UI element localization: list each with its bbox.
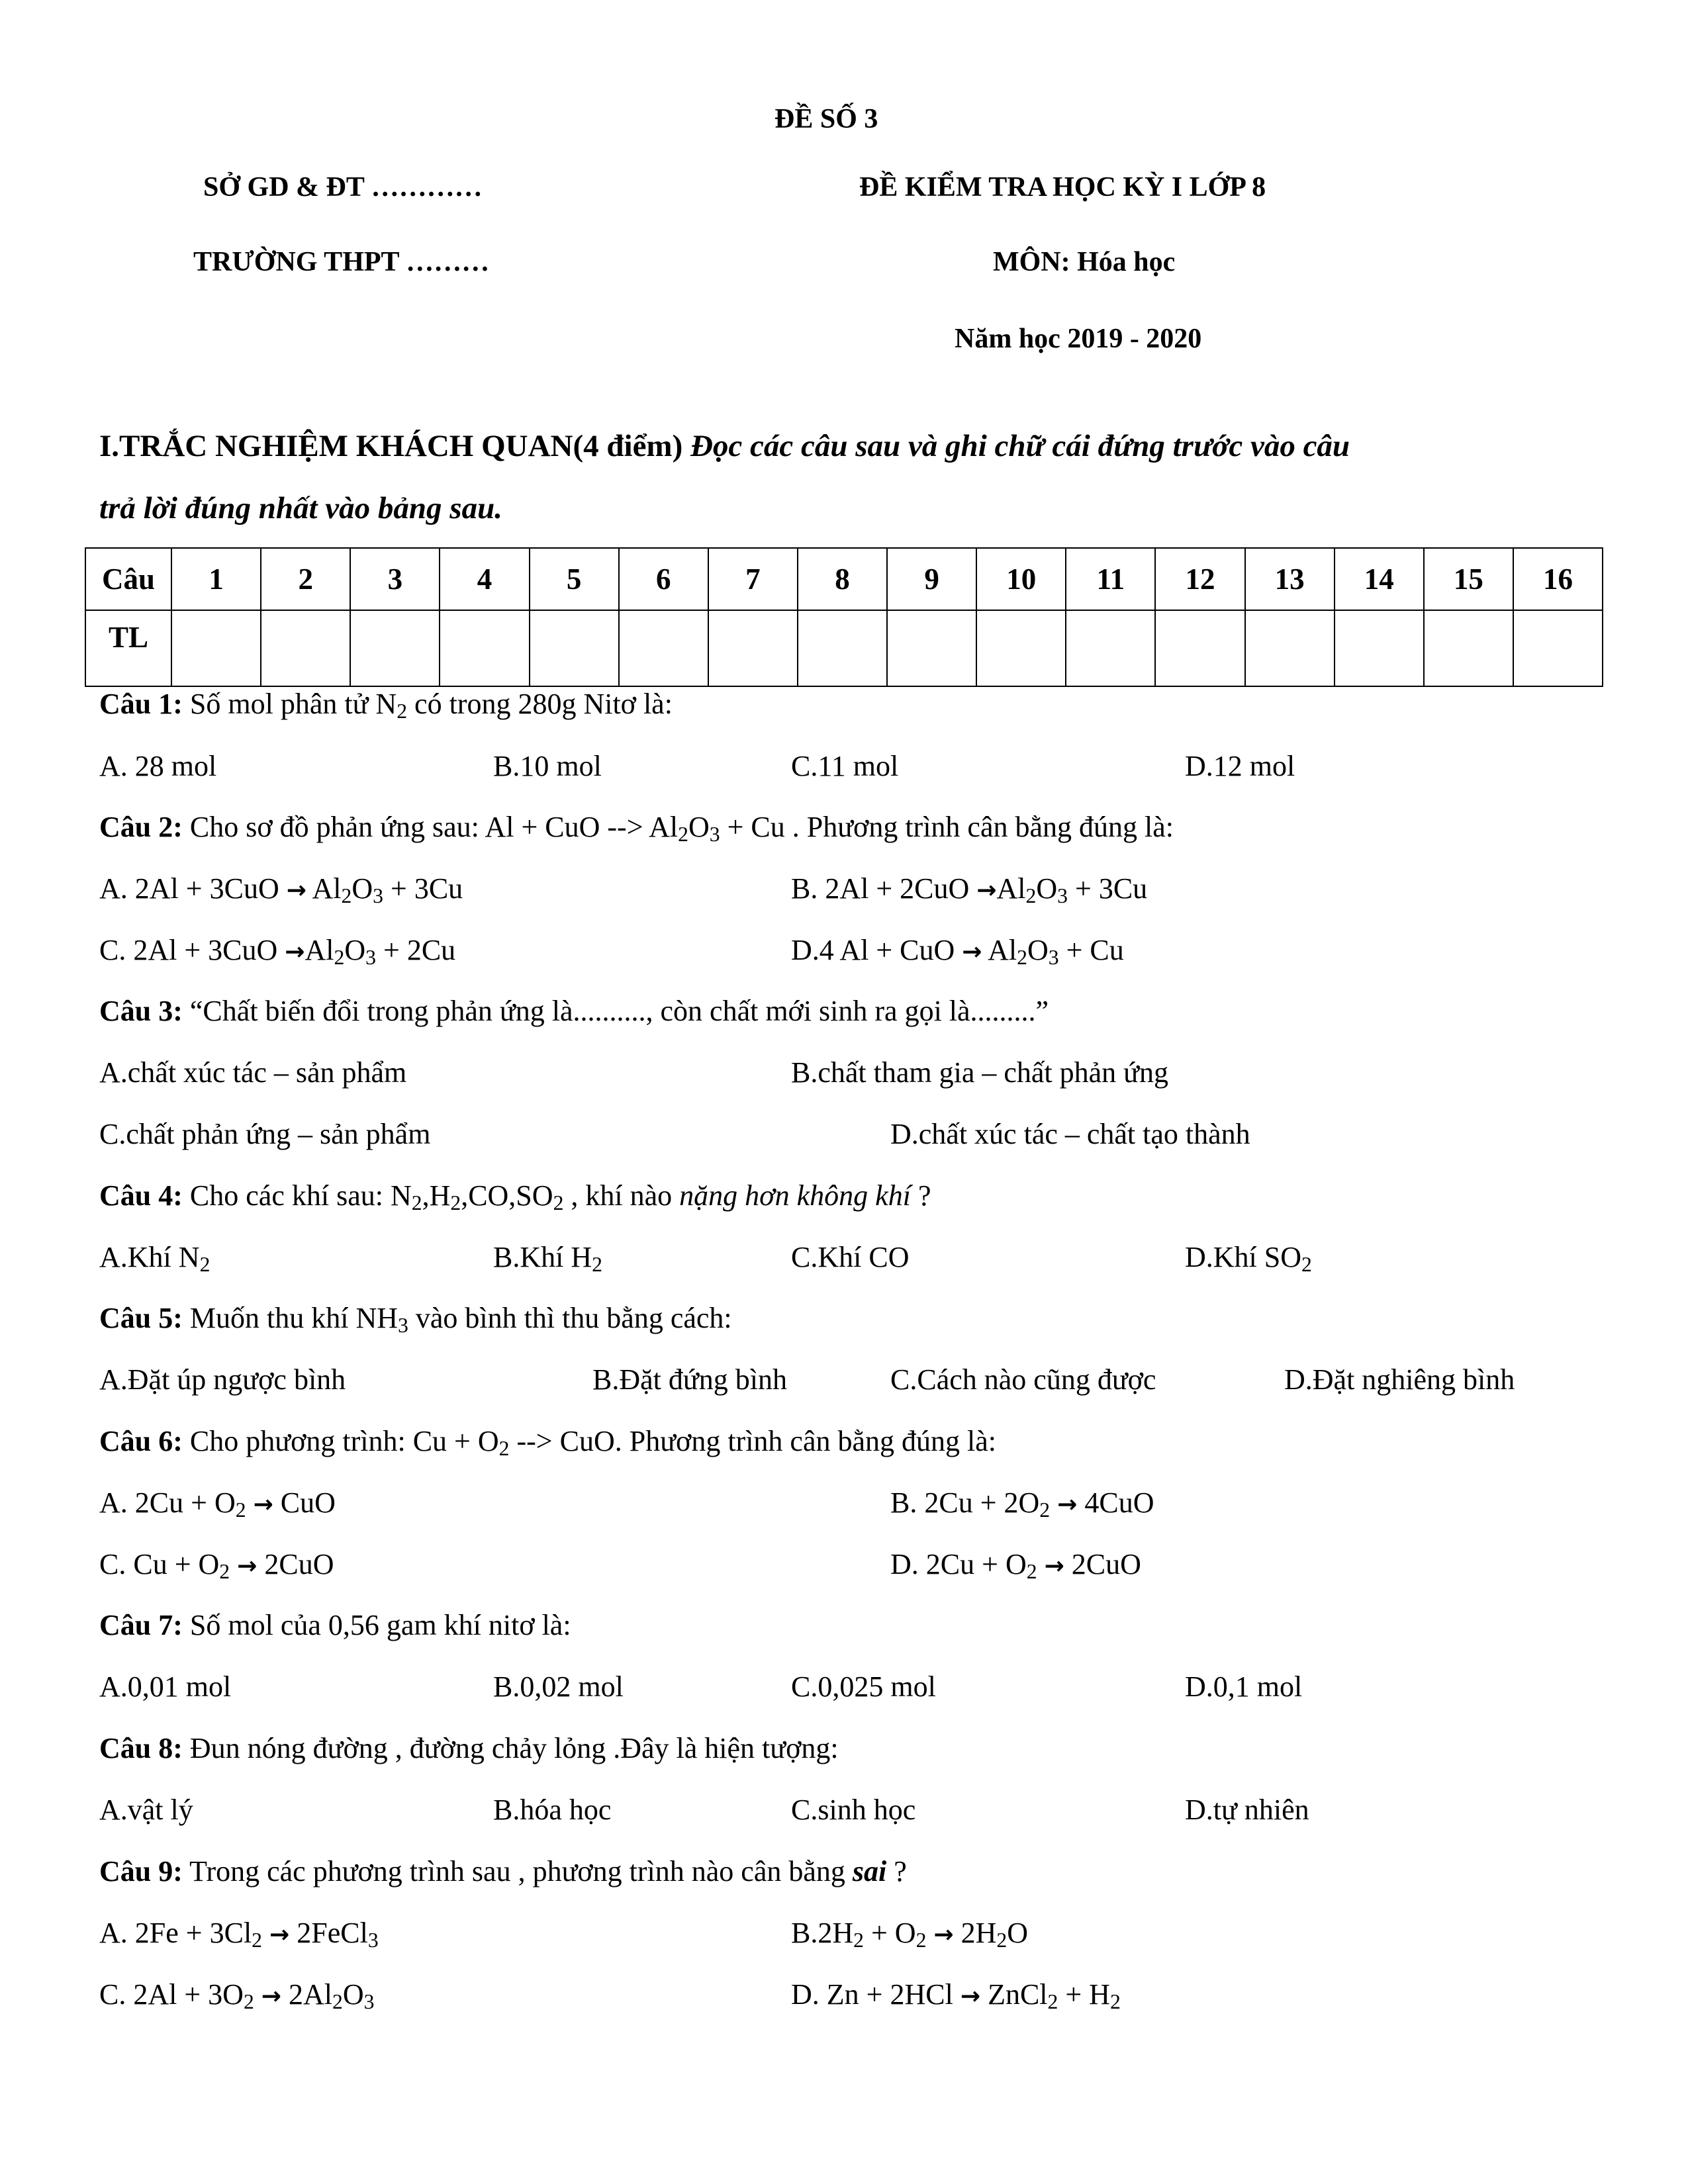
question-9-text-before: Trong các phương trình sau , phương trình nào cân bằng [189,1855,853,1888]
question-6-label: Câu 6: [99,1425,183,1457]
answer-table-col-3: 3 [350,548,440,610]
question-9-text-after: ? [886,1855,907,1888]
q7-option-b: B.0,02 mol [493,1670,624,1703]
q6-option-d: D. $2Cu + O_2 \to 2CuO$ [890,1548,1141,1583]
q3-option-c: C.chất phản ứng – sản phẩm [99,1118,431,1150]
question-4-label: Câu 4: [99,1179,183,1212]
q8-option-d: D.tự nhiên [1185,1794,1309,1826]
answer-table-row1-label: Câu [85,548,171,610]
q2-option-c: C. $2Al + 3CuO \to Al_2O_3 + 2Cu$ [99,934,456,969]
question-9 [99,1853,907,1890]
q9-option-a: A. $2Fe + 3Cl_2$ → 2FeCl$_3$ [99,1917,379,1952]
q6-option-a: A. $2Cu + O_2$ → CuO [99,1486,336,1522]
question-8-label: Câu 8: [99,1732,183,1764]
question-6-text: Cho phương trình: $Cu + O_2$ --> CuO. Phương trình cân bằng đúng là: [189,1425,996,1460]
answer-table-answer-row [85,610,1603,686]
answer-cell[interactable] [261,610,350,686]
answer-table-col-15: 15 [1424,548,1513,610]
question-9-label: Câu 9: [99,1855,183,1888]
q6-option-c: C. $Cu + O_2 \to 2CuO$ [99,1548,334,1583]
answer-table-col-12: 12 [1155,548,1244,610]
q4-option-c: C.Khí CO [791,1241,910,1273]
q3-option-b: B.chất tham gia – chất phản ứng [791,1056,1169,1089]
answer-cell[interactable] [1335,610,1424,686]
q3-option-a: A.chất xúc tác – sản phẩm [99,1056,407,1089]
question-4-text-after: ? [910,1179,931,1212]
answer-cell[interactable] [976,610,1066,686]
q2-option-a: A. $2Al + 3CuO \to Al_2O_3 + 3Cu$ [99,872,463,907]
answer-table-col-1: 1 [171,548,261,610]
answer-table-row2-label: TL [85,610,171,686]
question-6 [99,1423,996,1460]
answer-cell[interactable] [171,610,261,686]
answer-table-col-11: 11 [1066,548,1155,610]
q7-option-d: D.0,1 mol [1185,1670,1303,1703]
answer-table-header-row [85,548,1603,610]
answer-table-col-16: 16 [1513,548,1603,610]
answer-table-col-2: 2 [261,548,350,610]
question-5 [99,1300,732,1337]
question-4-text-before: Cho các khí sau: $N_2,H_2,CO,SO_2$ , khí nào [189,1179,680,1214]
section-instruction [99,428,1350,465]
q7-option-c: C.0,025 mol [791,1670,936,1703]
answer-cell[interactable] [798,610,887,686]
q5-option-c: C.Cách nào cũng được [890,1363,1156,1396]
answer-table-col-7: 7 [708,548,798,610]
q7-option-a: A.0,01 mol [99,1670,232,1703]
answer-table-col-8: 8 [798,548,887,610]
q5-option-a: A.Đặt úp ngược bình [99,1363,346,1396]
section-title: I.TRẮC NGHIỆM KHÁCH QUAN(4 điểm) [99,429,683,463]
answer-table-col-6: 6 [619,548,708,610]
q2-option-b: B. $2Al + 2CuO \to Al_2O_3 + 3Cu$ [791,872,1148,907]
question-8-text: Đun nóng đường , đường chảy lỏng .Đây là hiện tượng: [189,1732,839,1764]
question-3-text: “Chất biến đổi trong phản ứng là.........., còn chất mới sinh ra gọi là.........” [189,995,1049,1027]
section-instruction-line1: Đọc các câu sau và ghi chữ cái đứng trước vào câu [690,429,1350,463]
question-1 [99,686,673,723]
q1-option-b: B.10 mol [493,750,602,782]
question-3-label: Câu 3: [99,995,183,1027]
question-4-text-emph: nặng hơn không khí [679,1179,911,1212]
q6-option-b: B. $2Cu + 2O_2 \to 4CuO$ [890,1486,1154,1522]
question-7 [99,1607,571,1644]
answer-cell[interactable] [1066,610,1155,686]
answer-table-col-4: 4 [440,548,529,610]
q8-option-b: B.hóa học [493,1794,612,1826]
answer-cell[interactable] [1245,610,1335,686]
answer-cell[interactable] [440,610,529,686]
q5-option-b: B.Đặt đứng bình [592,1363,787,1396]
answer-table-col-5: 5 [530,548,619,610]
answer-table-col-14: 14 [1335,548,1424,610]
question-5-label: Câu 5: [99,1302,183,1334]
answer-cell[interactable] [619,610,708,686]
exam-title: ĐỀ KIỂM TRA HỌC KỲ I LỚP 8 [859,172,1266,203]
answer-cell[interactable] [708,610,798,686]
question-1-label: Câu 1: [99,688,183,720]
question-9-text-emph: sai [852,1855,887,1888]
question-2-text: Cho sơ đồ phản ứng sau: Al + CuO --> $Al_2O_3 + Cu$ . Phương trình cân bằng đúng là: [189,811,1174,846]
q5-option-d: D.Đặt nghiêng bình [1284,1363,1515,1396]
answer-cell[interactable] [1513,610,1603,686]
answer-cell[interactable] [530,610,619,686]
q8-option-c: C.sinh học [791,1794,916,1826]
question-7-label: Câu 7: [99,1609,183,1641]
question-3 [99,993,1049,1030]
q1-option-a: A. 28 mol [99,750,217,782]
question-8 [99,1730,839,1767]
question-4 [99,1177,931,1214]
answer-table-col-10: 10 [976,548,1066,610]
answer-cell[interactable] [350,610,440,686]
section-instruction-line2: trả lời đúng nhất vào bảng sau. [99,491,502,525]
school-year: Năm học 2019 - 2020 [955,324,1202,354]
q9-option-c: C. $2Al + 3O_2 \to 2Al_2O_3$ [99,1978,375,2013]
question-2-label: Câu 2: [99,811,183,843]
question-1-text: Số mol phân tử $N_2$ có trong 280g Nitơ là: [189,688,673,723]
q4-option-a: A.Khí $N_2$ [99,1241,211,1276]
q9-option-b: $B.2H_2 + O_2 \to 2H_2O$ [791,1917,1029,1952]
school-label: TRƯỜNG THPT ……… [193,247,490,277]
exam-number: ĐỀ SỐ 3 [774,104,878,134]
q2-option-d: D.4 Al + CuO → $Al_2O_3 + Cu$ [791,934,1124,969]
answer-table-col-13: 13 [1245,548,1335,610]
answer-cell[interactable] [1424,610,1513,686]
q3-option-d: D.chất xúc tác – chất tạo thành [890,1118,1250,1150]
q8-option-a: A.vật lý [99,1794,193,1826]
q9-option-d: D. Zn + 2HCl → ZnCl$_2$ + $H_2$ [791,1978,1121,2013]
answer-table-col-9: 9 [887,548,976,610]
answer-cell[interactable] [887,610,976,686]
q4-option-b: B.Khí $H_2$ [493,1241,602,1276]
question-7-text: Số mol của 0,56 gam khí nitơ là: [189,1609,571,1641]
q1-option-c: C.11 mol [791,750,899,782]
answer-table [85,547,1603,687]
question-5-text: Muốn thu khí $NH_3$ vào bình thì thu bằng cách: [189,1302,732,1337]
subject-label: MÔN: Hóa học [993,247,1176,277]
question-2 [99,809,1174,846]
q1-option-d: D.12 mol [1185,750,1295,782]
q4-option-d: D.Khí $SO_2$ [1185,1241,1312,1276]
answer-cell[interactable] [1155,610,1244,686]
department-label: SỞ GD & ĐT ………… [203,172,483,203]
